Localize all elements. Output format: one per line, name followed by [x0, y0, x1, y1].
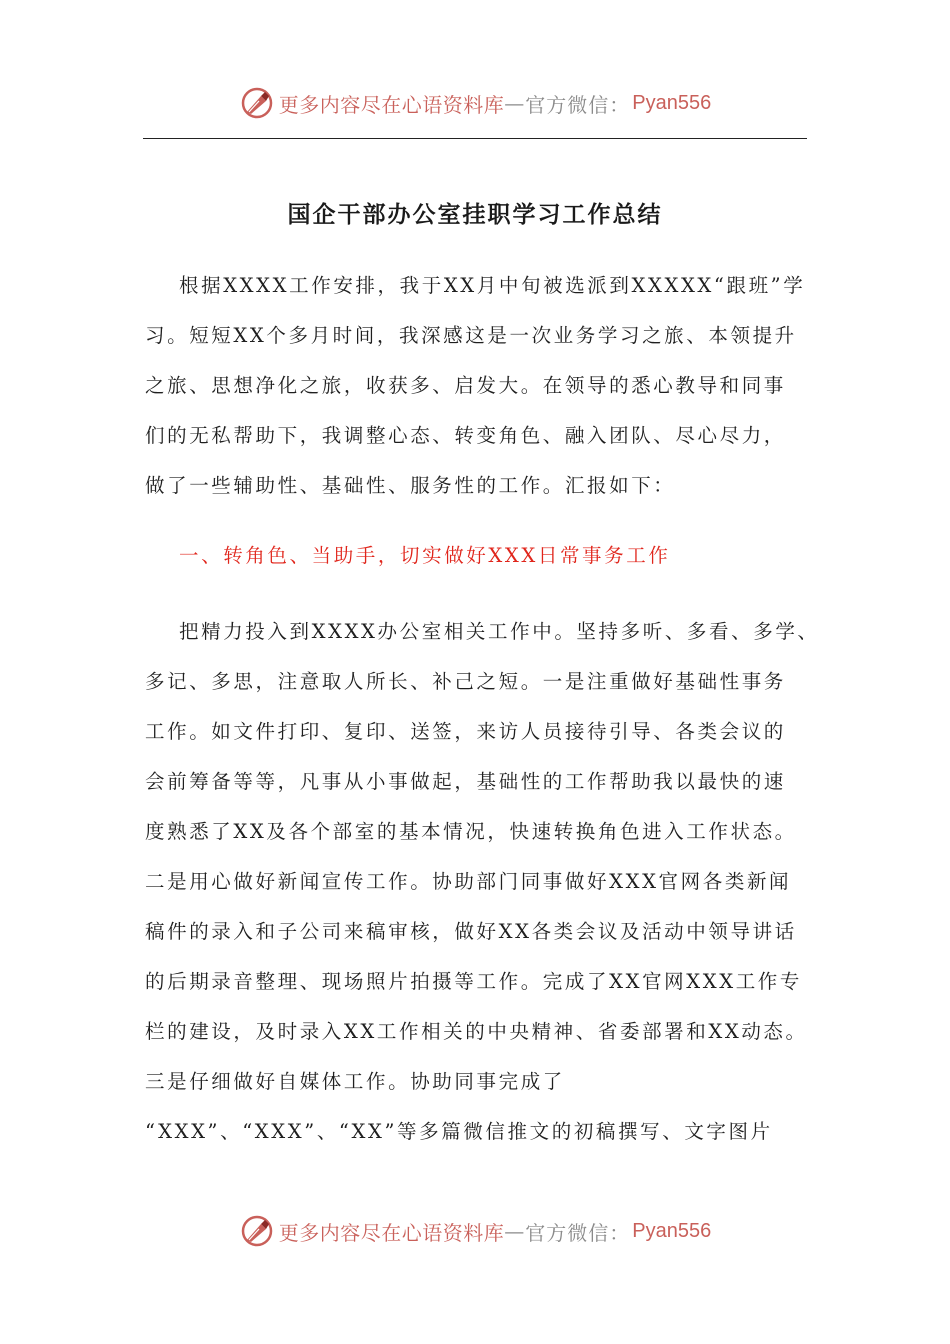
paragraph-intro	[145, 261, 815, 511]
paragraph-line: “XXX”、“XXX”、“XX”等多篇微信推文的初稿撰写、文字图片	[145, 1120, 773, 1143]
paragraph-line: 会前筹备等等，凡事从小事做起，基础性的工作帮助我以最快的速	[145, 770, 786, 793]
header-watermark	[0, 78, 950, 128]
paragraph-line: 工作。如文件打印、复印、送签，来访人员接待引导、各类会议的	[145, 720, 786, 743]
watermark-main-text: 更多内容尽在心语资料库	[278, 92, 505, 117]
watermark-wechat-id: Pyan556	[632, 1219, 712, 1242]
watermark-sub-text: 官方微信：	[525, 92, 631, 117]
paragraph-line: 度熟悉了XX及各个部室的基本情况，快速转换角色进入工作状态。	[145, 820, 797, 843]
paragraph-line: 根据XXXX工作安排，我于XX月中旬被选派到XXXXX“跟班”学	[179, 274, 806, 297]
document-title: 国企干部办公室挂职学习工作总结	[287, 201, 663, 228]
paragraph-line: 们的无私帮助下，我调整心态、转变角色、融入团队、尽心尽力，	[145, 424, 786, 447]
pen-nib-logo-icon	[239, 1213, 275, 1249]
pen-nib-logo-icon	[239, 85, 275, 121]
paragraph-line: 多记、多思，注意取人所长、补己之短。一是注重做好基础性事务	[145, 670, 786, 693]
watermark-dash: —	[504, 91, 526, 115]
section-heading: 一、转角色、当助手，切实做好XXX日常事务工作	[179, 544, 671, 567]
paragraph-line: 把精力投入到XXXX办公室相关工作中。坚持多听、多看、多学、	[179, 620, 820, 643]
paragraph-line: 二是用心做好新闻宣传工作。协助部门同事做好XXX官网各类新闻	[145, 870, 792, 893]
paragraph-line: 习。短短XX个多月时间，我深感这是一次业务学习之旅、本领提升	[145, 324, 797, 347]
watermark-main-text: 更多内容尽在心语资料库	[278, 1220, 505, 1245]
watermark-wechat-id: Pyan556	[632, 91, 712, 114]
paragraph-line: 做了一些辅助性、基础性、服务性的工作。汇报如下：	[145, 474, 676, 497]
watermark-sub-text: 官方微信：	[525, 1220, 631, 1245]
paragraph-line: 稿件的录入和子公司来稿审核，做好XX各类会议及活动中领导讲话	[145, 920, 797, 943]
paragraph-section1	[145, 607, 820, 1157]
paragraph-line: 的后期录音整理、现场照片拍摄等工作。完成了XX官网XXX工作专	[145, 970, 803, 993]
footer-watermark	[0, 1206, 950, 1256]
paragraph-line: 三是仔细做好自媒体工作。协助同事完成了	[145, 1070, 565, 1093]
paragraph-line: 之旅、思想净化之旅，收获多、启发大。在领导的悉心教导和同事	[145, 374, 786, 397]
header-divider	[143, 138, 807, 139]
watermark-dash: —	[504, 1219, 526, 1243]
paragraph-line: 栏的建设，及时录入XX工作相关的中央精神、省委部署和XX动态。	[145, 1020, 808, 1043]
